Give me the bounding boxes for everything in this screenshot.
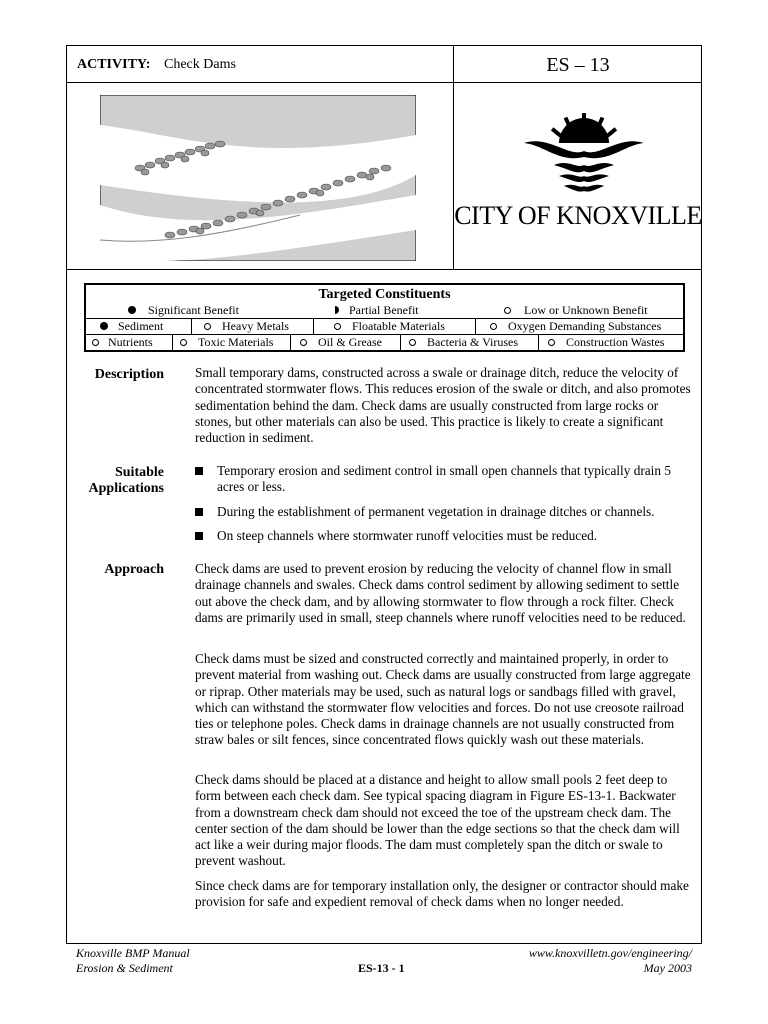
approach-paragraph: Since check dams are for temporary installation only, the designer or contractor should make provision for safe and expedient removal of check dams when no longer needed. xyxy=(195,878,689,910)
divider xyxy=(191,319,192,334)
open-circle-icon xyxy=(504,307,511,314)
description-label: Description xyxy=(94,367,164,382)
divider xyxy=(400,335,401,350)
open-circle-icon xyxy=(300,339,307,346)
constituent-floatable-materials: Floatable Materials xyxy=(334,319,445,334)
footer-date: May 2003 xyxy=(643,961,692,975)
open-circle-icon xyxy=(409,339,416,346)
constituent-oxygen-demanding: Oxygen Demanding Substances xyxy=(490,319,661,334)
manual-section: Erosion & Sediment xyxy=(76,961,173,975)
city-of-knoxville-wordmark: CITY OF KNOXVILLE xyxy=(454,201,702,230)
constituents-row-1 xyxy=(86,318,683,334)
constituents-row-2 xyxy=(86,334,683,350)
figure-row xyxy=(67,83,701,270)
check-dam-illustration-cell xyxy=(67,83,454,269)
constituents-title: Targeted Constituents xyxy=(318,287,451,302)
page-number: ES-13 - 1 xyxy=(358,961,405,975)
divider xyxy=(172,335,173,350)
constituent-bacteria-viruses: Bacteria & Viruses xyxy=(409,335,518,350)
divider xyxy=(538,335,539,350)
bullet-square-icon xyxy=(195,532,203,540)
activity-cell xyxy=(67,46,454,82)
half-circle-icon xyxy=(335,306,339,314)
open-circle-icon xyxy=(180,339,187,346)
suitable-applications-label xyxy=(64,465,164,497)
footer-right xyxy=(529,946,692,976)
divider xyxy=(313,319,314,334)
footer-left xyxy=(76,946,190,976)
constituent-toxic-materials: Toxic Materials xyxy=(180,335,273,350)
constituent-oil-grease: Oil & Grease xyxy=(300,335,382,350)
activity-code: ES – 13 xyxy=(546,54,610,76)
approach-paragraph: Check dams are used to prevent erosion by reducing the velocity of channel flow in small drainage channels and swales. Check dams control sediment by allowing sediment to settle out above the check dam, and by allowing stormwater to flow through a rock filter. Check dams are primarily used in small, steep channels where runoff velocities need to be reduced. xyxy=(195,561,686,625)
constituent-construction-wastes: Construction Wastes xyxy=(548,335,664,350)
filled-circle-icon xyxy=(100,322,108,330)
constituent-nutrients: Nutrients xyxy=(92,335,153,350)
constituent-heavy-metals: Heavy Metals xyxy=(204,319,289,334)
legend-partial: Partial Benefit xyxy=(335,303,419,318)
divider xyxy=(475,319,476,334)
sun-over-waves-icon xyxy=(514,113,654,193)
header-row xyxy=(67,46,701,83)
legend-significant: Significant Benefit xyxy=(128,303,239,318)
activity-value: Check Dams xyxy=(164,57,236,72)
manual-title: Knoxville BMP Manual xyxy=(76,946,190,960)
suitable-label-line2: Applications xyxy=(88,481,164,496)
description-text: Small temporary dams, constructed across a swale or drainage ditch, reduce the velocity of concentrated stormwater flows. This reduces erosion of the swale or ditch, and also promotes sedimentation behind the dam. Check dams are usually constructed from large rocks or stones, but other materials can also be used. This practice is likely to create a significant reduction in sediment. xyxy=(195,365,691,446)
targeted-constituents-table xyxy=(84,283,685,352)
open-circle-icon xyxy=(92,339,99,346)
check-dam-illustration xyxy=(100,95,416,261)
approach-label: Approach xyxy=(104,562,164,577)
filled-circle-icon xyxy=(128,306,136,314)
logo-cell xyxy=(454,83,702,269)
legend-low: Low or Unknown Benefit xyxy=(504,303,648,318)
bullet-square-icon xyxy=(195,508,203,516)
approach-paragraph: Check dams should be placed at a distance and height to allow small pools 2 feet deep to form between each check dam. See typical spacing diagram in Figure ES-13-1. Backwater from a downstream check dam should not exceed the toe of the upstream check dam. The center section of the dam should be lower than the edge sections so that the check dam will act like a weir during major floods. The dam must completely span the ditch or swale to prevent washout. xyxy=(195,772,680,869)
activity-label: ACTIVITY: xyxy=(77,57,151,72)
constituent-sediment: Sediment xyxy=(100,319,163,334)
divider xyxy=(290,335,291,350)
open-circle-icon xyxy=(490,323,497,330)
approach-paragraph: Check dams must be sized and constructed correctly and maintained properly, in order to prevent material from washing out. Check dams are usually constructed from large aggregate or riprap. Other materials may be used, such as natural logs or sandbags filled with gravel, which can withstand the stormwater flow velocities and forces. Do not use creosote railroad ties or telephone poles. Check dams in drainage channels are not usually constructed from straw bales or silt fences, since concentrated flows quickly wash out these materials. xyxy=(195,651,691,748)
open-circle-icon xyxy=(204,323,211,330)
constituents-legend xyxy=(86,303,683,318)
open-circle-icon xyxy=(334,323,341,330)
open-circle-icon xyxy=(548,339,555,346)
bullet-square-icon xyxy=(195,467,203,475)
footer-url: www.knoxvilletn.gov/engineering/ xyxy=(528,946,692,960)
suitable-label-line1: Suitable xyxy=(114,465,164,480)
